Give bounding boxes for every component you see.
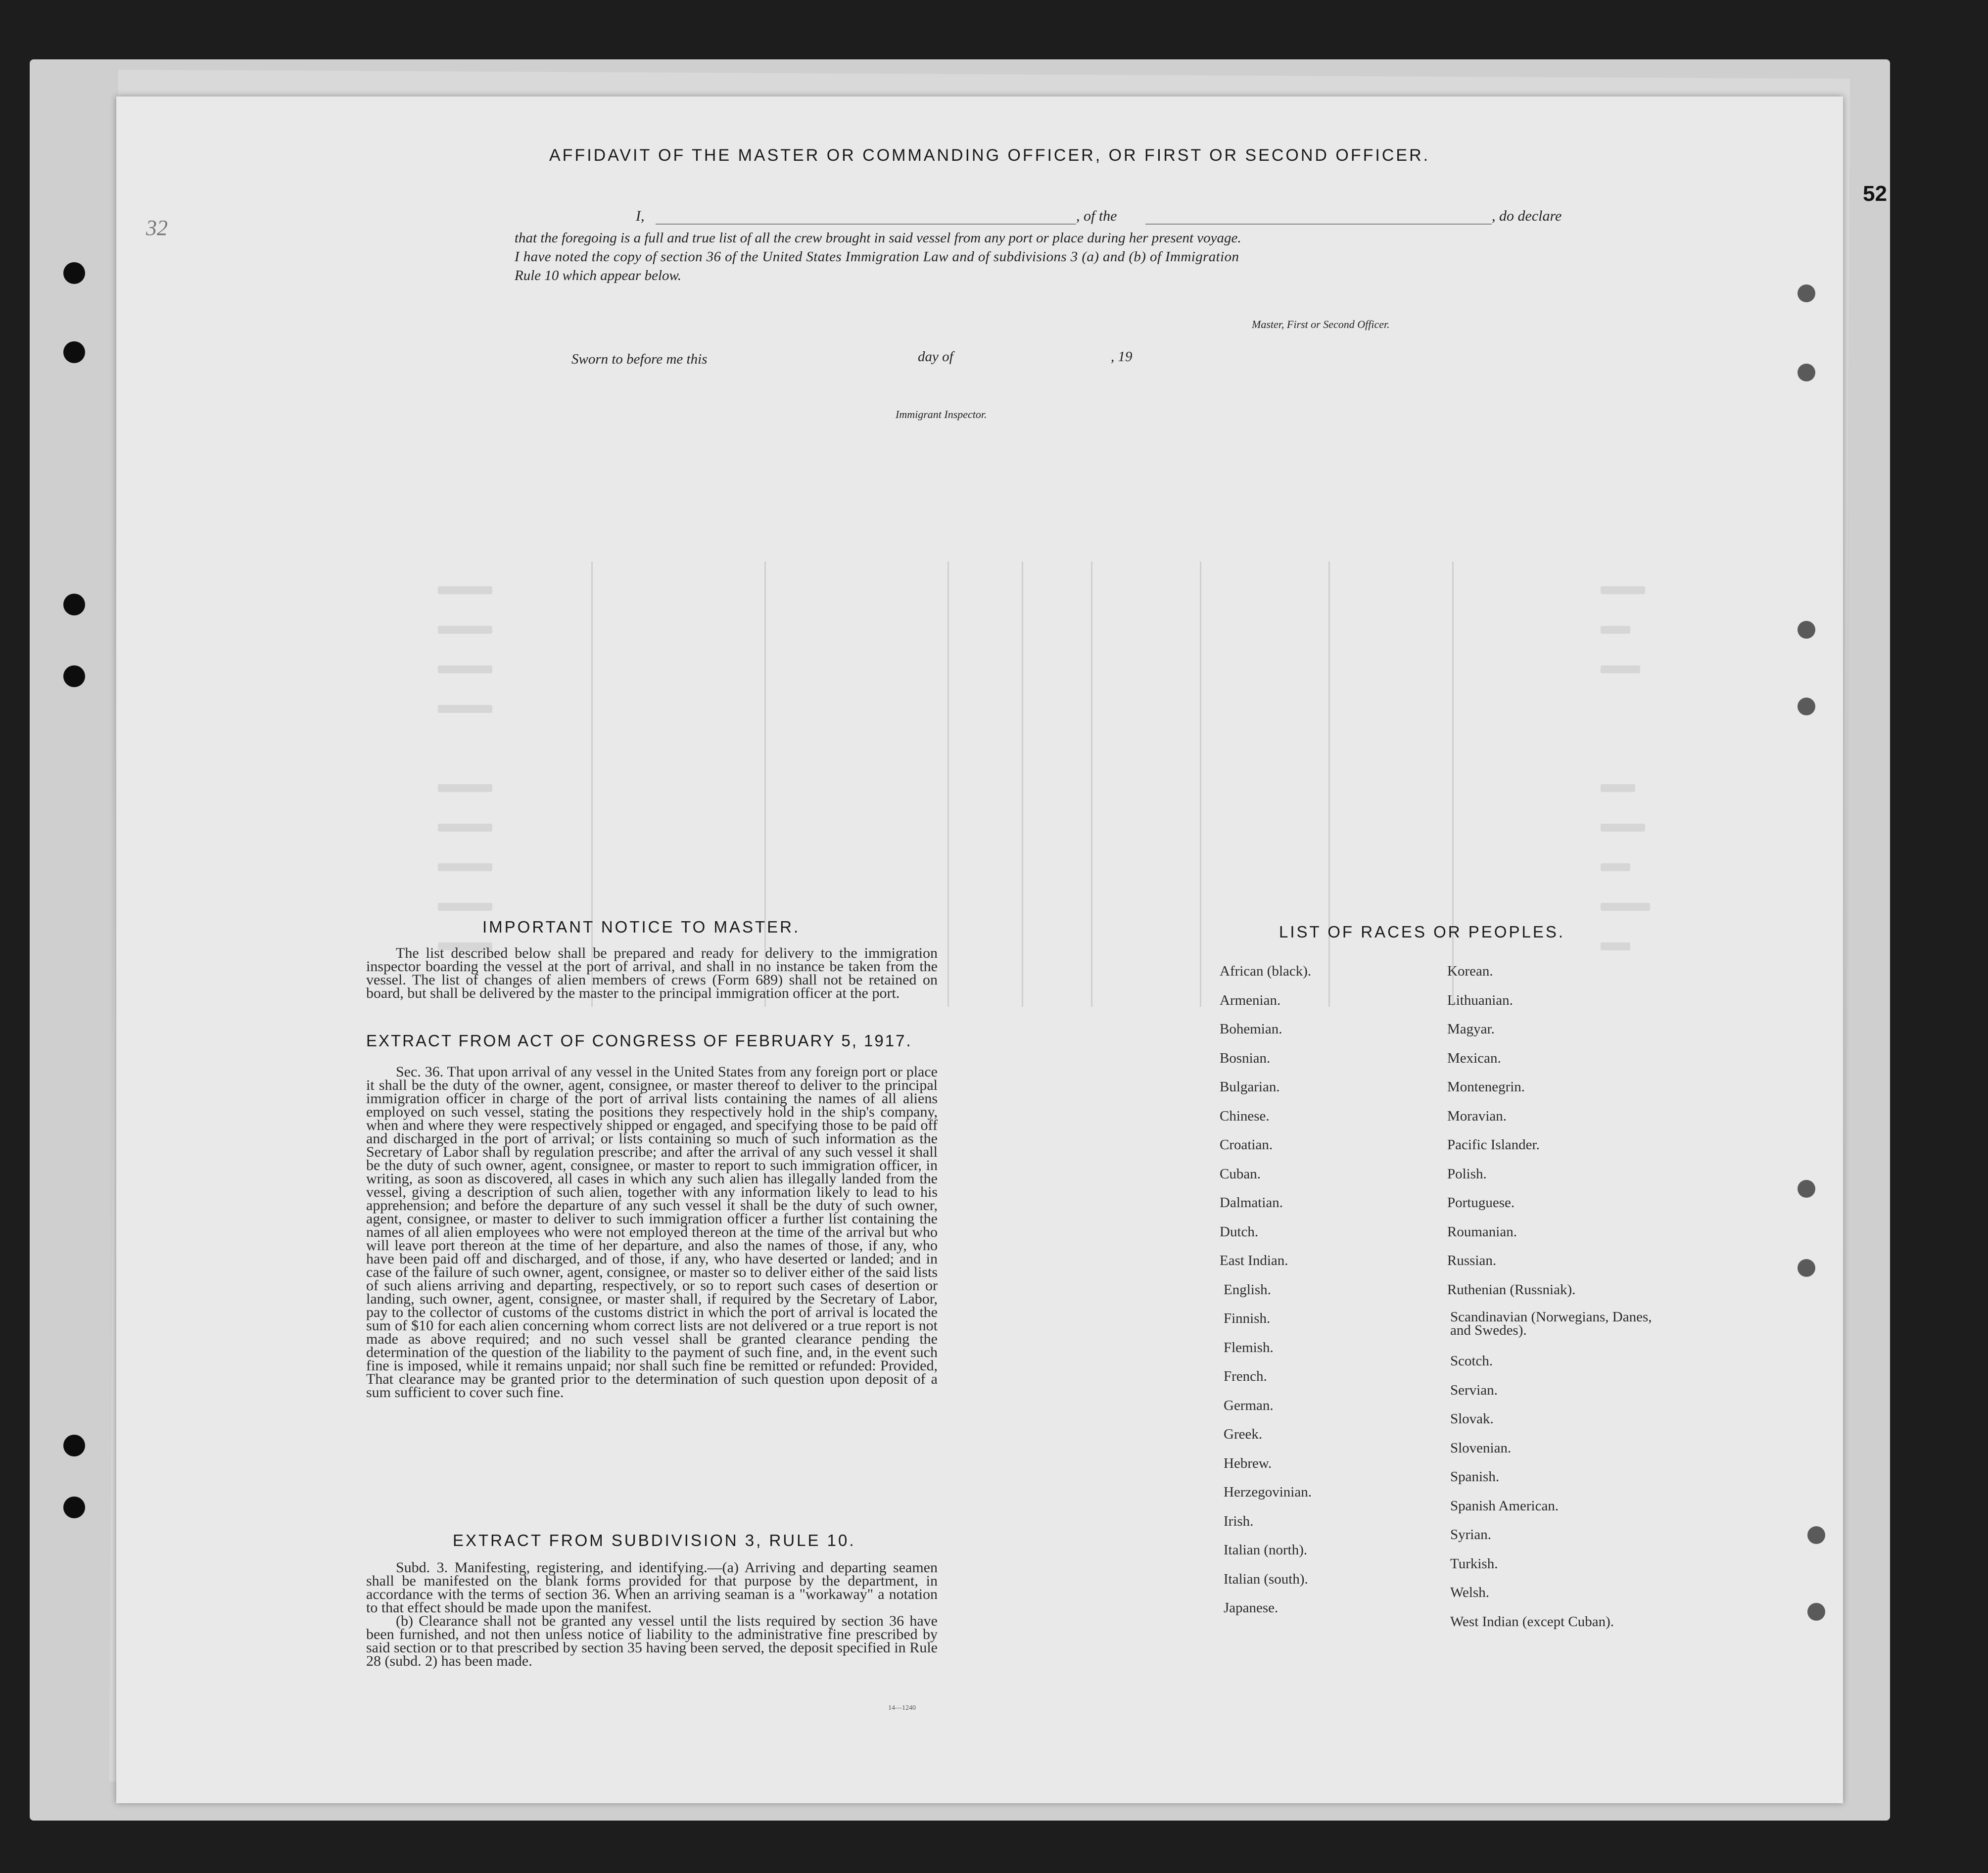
race-item: Bohemian. <box>1220 1021 1282 1037</box>
sworn-label: Sworn to before me this <box>571 351 708 367</box>
extract1-title: EXTRACT FROM ACT OF CONGRESS OF FEBRUARY 5, 1917. <box>366 1031 912 1050</box>
affidavit-declare: , do declare <box>1492 208 1562 224</box>
race-item: Slovenian. <box>1450 1440 1512 1456</box>
race-item: Armenian. <box>1220 992 1281 1008</box>
race-item: Spanish. <box>1450 1469 1500 1485</box>
race-item: Croatian. <box>1220 1137 1273 1153</box>
race-item: Flemish. <box>1224 1339 1274 1356</box>
subdivision-a-paragraph: Subd. 3. Manifesting, registering, and identifying.—(a) Arriving and departing seamen shall be manifested on the blank forms provided for that purpose by the department, in accordance with the terms of section 36. When an arriving seaman is a "workaway" a notation to that effect should be made upon the manifest. <box>366 1559 938 1616</box>
punch-hole <box>1807 1603 1825 1621</box>
document-page <box>116 96 1887 1803</box>
race-item: Pacific Islander. <box>1447 1137 1540 1153</box>
binder-hole <box>63 262 85 284</box>
race-item: Roumanian. <box>1447 1223 1517 1240</box>
race-item: Portuguese. <box>1447 1195 1515 1211</box>
form-number: 14—1240 <box>888 1704 916 1712</box>
race-item: Japanese. <box>1224 1600 1278 1616</box>
punch-hole <box>1798 364 1815 381</box>
subdivision-b-paragraph: (b) Clearance shall not be granted any vessel until the lists required by section 36 have been furnished, and not then unless notice of liability to the administrative fine prescribed by said section or to that prescribed by section 35 having been served, the deposit specified in Rule 28 (subd. 2) has been made. <box>366 1613 938 1669</box>
affidavit-line2: that the foregoing is a full and true list of all the crew brought in said vessel from any port or place during her present voyage. <box>515 230 1241 246</box>
binder-hole <box>63 1497 85 1518</box>
race-item: Moravian. <box>1447 1108 1507 1124</box>
race-item: Scandinavian (Norwegians, Danes, and Swedes). <box>1450 1309 1652 1338</box>
punch-hole <box>1798 284 1815 302</box>
races-title: LIST OF RACES OR PEOPLES. <box>1279 923 1565 941</box>
binder-hole <box>63 341 85 363</box>
punch-hole <box>1798 621 1815 639</box>
race-item: Chinese. <box>1220 1108 1270 1124</box>
extract1-text <box>366 1065 938 1399</box>
race-item: Polish. <box>1447 1166 1487 1182</box>
inspector-label: Immigrant Inspector. <box>896 408 987 421</box>
notice-paragraph: The list described below shall be prepared and ready for delivery to the immigration inspector boarding the vessel at the port of arrival, and shall in no instance be taken from the vessel. The list of changes of alien members of crews (Form 689) shall not be retained on board, but shall be delivered by the master to the principal immigration officer at the port. <box>366 945 938 1001</box>
page-number: 52 <box>1863 182 1887 206</box>
race-item: Montenegrin. <box>1447 1079 1525 1095</box>
race-item: Magyar. <box>1447 1021 1495 1037</box>
name-blank <box>656 213 1076 225</box>
punch-hole <box>1807 1526 1825 1544</box>
race-item: Syrian. <box>1450 1527 1491 1543</box>
race-item: West Indian (except Cuban). <box>1450 1613 1614 1630</box>
race-item: Finnish. <box>1224 1311 1271 1326</box>
extract2-text <box>366 1561 938 1668</box>
affidavit-title: AFFIDAVIT OF THE MASTER OR COMMANDING OFFICER, OR FIRST OR SECOND OFFICER. <box>549 146 1430 165</box>
race-item: Hebrew. <box>1224 1455 1272 1471</box>
margin-note: 32 <box>146 216 168 240</box>
race-item: Spanish American. <box>1450 1498 1559 1514</box>
race-item: Cuban. <box>1220 1166 1261 1182</box>
punch-hole <box>1798 1180 1815 1198</box>
extract2-title: EXTRACT FROM SUBDIVISION 3, RULE 10. <box>453 1531 856 1549</box>
race-item: Bulgarian. <box>1220 1079 1280 1095</box>
race-item: East Indian. <box>1220 1253 1288 1268</box>
race-item: Ruthenian (Russniak). <box>1447 1281 1576 1298</box>
race-item: Mexican. <box>1447 1050 1501 1066</box>
race-item: Italian (north). <box>1224 1542 1308 1558</box>
affidavit-line3: I have noted the copy of section 36 of the United States Immigration Law and of subdivisions 3 (a) and (b) of Immigration <box>515 249 1239 265</box>
race-item: Irish. <box>1224 1513 1254 1529</box>
race-item: Bosnian. <box>1220 1050 1271 1066</box>
affidavit-line4: Rule 10 which appear below. <box>515 268 681 283</box>
race-item: French. <box>1224 1368 1267 1384</box>
vessel-blank <box>1145 213 1492 225</box>
race-item: Welsh. <box>1450 1585 1490 1600</box>
affidavit-of-the: , of the <box>1076 208 1117 224</box>
race-item: Herzegovinian. <box>1224 1484 1312 1500</box>
signature-label: Master, First or Second Officer. <box>1252 318 1390 330</box>
race-item: Dalmatian. <box>1220 1195 1283 1211</box>
affidavit-i: I, <box>636 208 645 224</box>
race-item: Russian. <box>1447 1253 1497 1268</box>
section-36-paragraph: Sec. 36. That upon arrival of any vessel in the United States from any foreign port or place it shall be the duty of the owner, agent, consignee, or master thereof to deliver to the principal immigration officer in charge of the port of arrival lists containing the names of all aliens employed on such vessel, stating the positions they respectively hold in the ship's company, when and where they were respectively shipped or engaged, and specifying those to be paid off and discharged in the port of arrival; or lists containing so much of such information as the Secretary of Labor shall by regulation prescribe; and after the arrival of any such vessel it shall be the duty of such owner, agent, consignee, or master to report to such immigration officer, in writing, as soon as discovered, all cases in which any such alien has illegally landed from the vessel, giving a description of such alien, together with any information likely to lead to his apprehension; and before the departure of any such vessel it shall be the duty of such owner, agent, consignee, or master to deliver to such immigration officer a further list containing the names of all alien employees who were not employed thereon at the time of the arrival but who will leave port thereon at the time of her departure, and also the names of those, if any, who have been paid off and discharged, and of those, if any, who have deserted or landed; and in case of the failure of such owner, agent, consignee, or master so to deliver either of the said lists of such aliens arriving and departing, respectively, or so to report such cases of desertion or landing, such owner, agent, consignee, or master shall, if required by the Secretary of Labor, pay to the collector of customs of the customs district in which the port of arrival is located the sum of $10 for each alien concerning whom correct lists are not delivered or a true report is not made as above required; and no such vessel shall be granted clearance pending the determination of the question of the liability to the payment of such fine, and, in the event such fine is imposed, while it remains unpaid; nor shall such fine be remitted or refunded: Provided, That clearance may be granted prior to the determination of such question upon deposit of a sum sufficient to cover such fine. <box>366 1064 938 1401</box>
race-item: Italian (south). <box>1224 1571 1308 1587</box>
binder-hole <box>63 1435 85 1456</box>
day-of-label: day of <box>918 349 953 365</box>
race-item: Turkish. <box>1450 1555 1498 1572</box>
punch-hole <box>1798 1259 1815 1277</box>
race-item: Lithuanian. <box>1447 992 1513 1008</box>
race-item: German. <box>1224 1397 1274 1413</box>
race-item: Servian. <box>1450 1382 1498 1398</box>
notice-text <box>366 946 938 1000</box>
year-label: , 19 <box>1111 349 1133 365</box>
race-item: Slovak. <box>1450 1411 1494 1427</box>
race-item: Korean. <box>1447 963 1493 979</box>
race-item: Dutch. <box>1220 1223 1259 1240</box>
race-item: Greek. <box>1224 1426 1263 1442</box>
binder-hole <box>63 665 85 687</box>
punch-hole <box>1798 698 1815 715</box>
binder-hole <box>63 594 85 615</box>
race-item: Scotch. <box>1450 1353 1493 1369</box>
race-item: African (black). <box>1220 963 1312 979</box>
race-item: English. <box>1224 1281 1271 1298</box>
notice-title: IMPORTANT NOTICE TO MASTER. <box>482 918 801 936</box>
